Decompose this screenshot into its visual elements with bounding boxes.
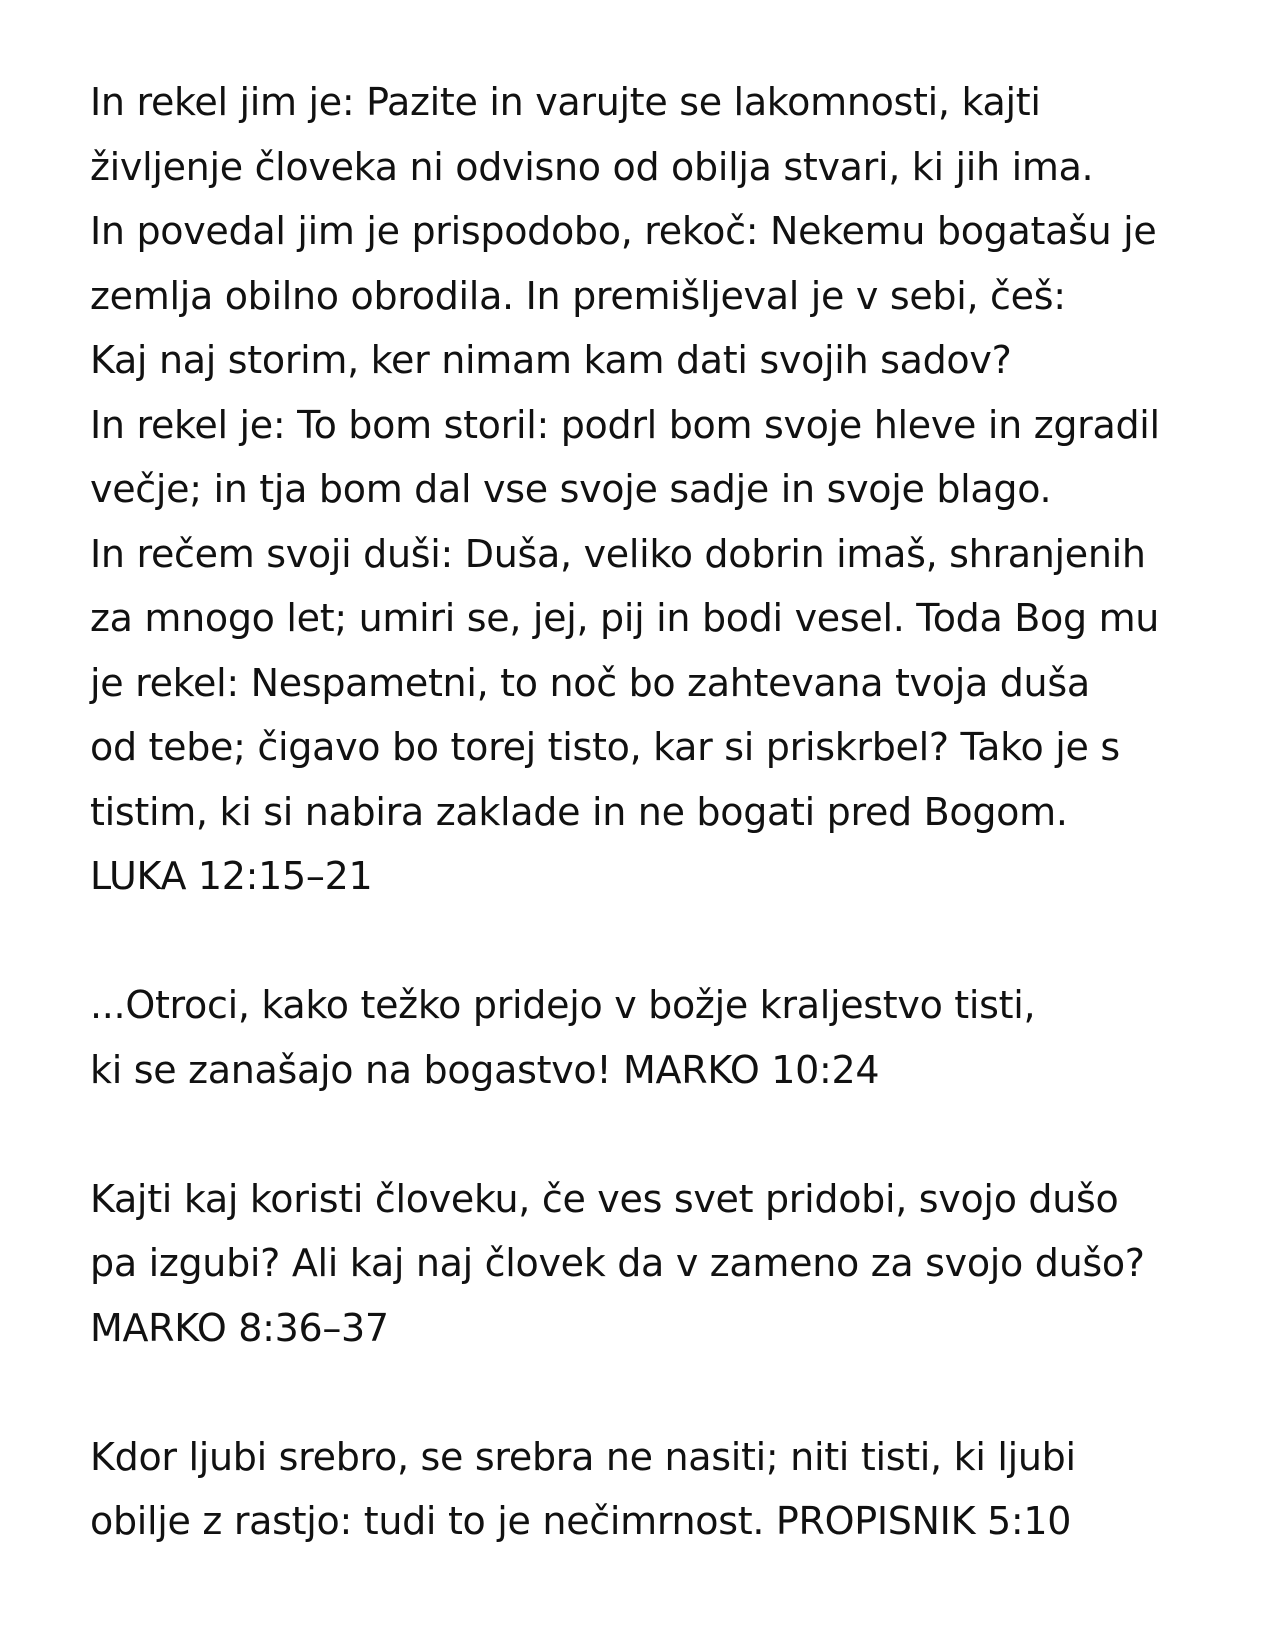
text-line: ...Otroci, kako težko pridejo v božje kraljestvo tisti,	[90, 983, 1036, 1027]
text-line: Kajti kaj koristi človeku, če ves svet pridobi, svojo dušo	[90, 1176, 1119, 1221]
text-line: In rečem svoji duši: Duša, veliko dobrin imaš, shranjenih	[90, 531, 1146, 576]
text-line: zemlja obilno obrodila. In premišljeval je v sebi, češ:	[90, 273, 1066, 318]
text-line: obilje z rastjo: tudi to je nečimrnost. PROPISNIK 5:10	[90, 1499, 1072, 1543]
passage-ecclesiastes	[90, 1425, 1230, 1554]
document-page	[90, 70, 1230, 1554]
text-line: pa izgubi? Ali kaj naj človek da v zameno za svojo dušo?	[90, 1241, 1145, 1285]
paragraph-gap	[90, 1360, 1230, 1425]
scripture-reference: LUKA 12:15–21	[90, 854, 373, 898]
passage-mark-8	[90, 1167, 1230, 1361]
paragraph-gap	[90, 909, 1230, 974]
text-line: od tebe; čigavo bo torej tisto, kar si priskrbel? Tako je s	[90, 725, 1120, 769]
text-line: In povedal jim je prispodobo, rekoč: Nekemu bogatašu je	[90, 209, 1157, 253]
scripture-reference: MARKO 8:36–37	[90, 1305, 389, 1350]
passage-luke	[90, 70, 1230, 909]
passage-mark-10	[90, 973, 1230, 1102]
text-line: In rekel jim je: Pazite in varujte se lakomnosti, kajti	[90, 80, 1041, 124]
text-line: je rekel: Nespametni, to noč bo zahtevana tvoja duša	[90, 660, 1090, 705]
paragraph-gap	[90, 1102, 1230, 1167]
text-line: večje; in tja bom dal vse svoje sadje in svoje blago.	[90, 467, 1052, 511]
text-line: za mnogo let; umiri se, jej, pij in bodi vesel. Toda Bog mu	[90, 596, 1160, 640]
text-line: Kdor ljubi srebro, se srebra ne nasiti; niti tisti, ki ljubi	[90, 1434, 1076, 1479]
text-line: ki se zanašajo na bogastvo! MARKO 10:24	[90, 1047, 880, 1092]
text-line: tistim, ki si nabira zaklade in ne bogati pred Bogom.	[90, 789, 1068, 834]
text-line: življenje človeka ni odvisno od obilja stvari, ki jih ima.	[90, 144, 1094, 189]
text-line: Kaj naj storim, ker nimam kam dati svojih sadov?	[90, 338, 1012, 382]
text-line: In rekel je: To bom storil: podrl bom svoje hleve in zgradil	[90, 402, 1160, 447]
